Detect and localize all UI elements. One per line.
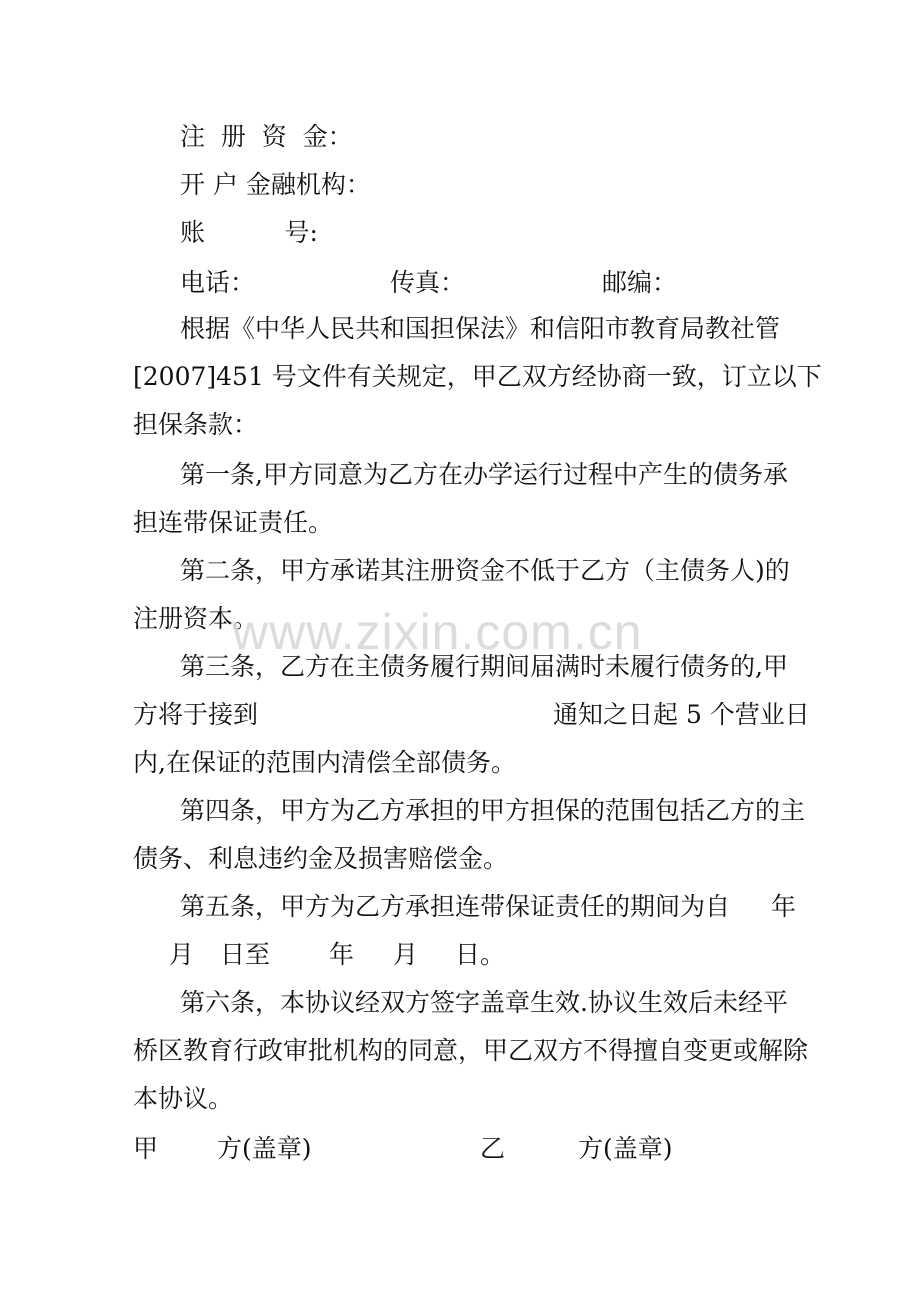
article-1-line: 第一条,甲方同意为乙方在办学运行过程中产生的债务承	[180, 460, 788, 489]
article-3-line: 内,在保证的范围内清偿全部债务。	[133, 748, 516, 777]
article-4-line: 债务、利息违约金及损害赔偿金。	[133, 844, 509, 873]
bank-field: 开 户 金融机构：	[180, 170, 371, 199]
article-2-line: 注册资本。	[133, 604, 259, 633]
preamble-line: 担保条款：	[133, 410, 259, 439]
postcode-field: 邮编：	[602, 268, 678, 297]
article-5-day-label: 日。	[455, 940, 506, 969]
article-3-line: 通知之日起 5 个营业日	[553, 700, 810, 729]
article-3-line: 方将于接到	[133, 700, 259, 729]
party-b-seal: 方(盖章)	[578, 1134, 673, 1163]
article-5-month-label: 月	[169, 940, 195, 969]
watermark: www.zixin.com.cn	[232, 604, 643, 660]
article-6-line: 第六条，本协议经双方签字盖章生效.协议生效后未经平	[180, 988, 788, 1017]
article-3-line: 第三条，乙方在主债务履行期间届满时未履行债务的,甲	[180, 652, 788, 681]
party-a-seal: 方(盖章)	[217, 1134, 312, 1163]
article-5-day-to-label: 日至	[220, 940, 271, 969]
article-4-line: 第四条，甲方为乙方承担的甲方担保的范围包括乙方的主	[180, 796, 806, 825]
article-1-line: 担连带保证责任。	[133, 508, 334, 537]
article-6-line: 桥区教育行政审批机构的同意，甲乙双方不得擅自变更或解除	[133, 1036, 809, 1065]
article-5-month-label: 月	[393, 940, 419, 969]
preamble-line: 根据《中华人民共和国担保法》和信阳市教育局教社管	[180, 314, 781, 343]
article-6-line: 本协议。	[133, 1084, 234, 1113]
registered-capital-field: 注 册 资 金：	[180, 122, 353, 151]
party-b-label: 乙	[480, 1134, 506, 1163]
article-5-year-label: 年	[329, 940, 355, 969]
party-a-label: 甲	[133, 1134, 159, 1163]
article-5-year-label: 年	[771, 892, 797, 921]
phone-field: 电话：	[180, 268, 256, 297]
article-5-line: 第五条，甲方为乙方承担连带保证责任的期间为自	[180, 892, 731, 921]
article-2-line: 第二条，甲方承诺其注册资金不低于乙方（主债务人)的	[180, 556, 790, 585]
fax-field: 传真：	[390, 268, 466, 297]
preamble-line: [2007]451 号文件有关规定，甲乙双方经协商一致，订立以下	[133, 362, 822, 391]
account-field: 账 号:	[180, 218, 318, 247]
